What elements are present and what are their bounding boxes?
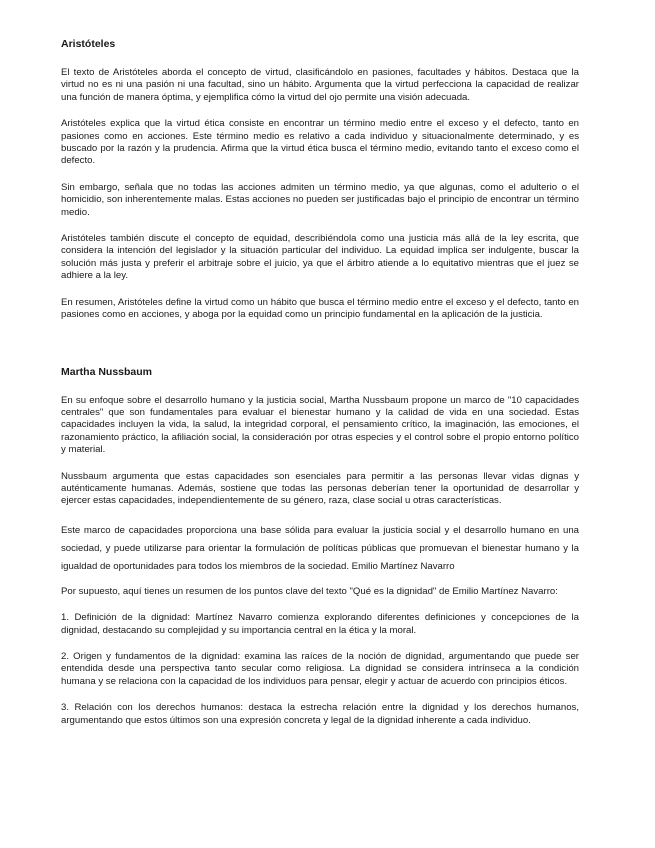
paragraph: Aristóteles explica que la virtud ética consiste en encontrar un término medio entre el exceso y el defecto, tanto en pasiones como en acciones. Este término medio es relativo a cada individuo y situacionalmente determinado, y es buscado por la razón y la prudencia. Afirma que la virtud ética busca el término medio, evitando tanto el exceso como el defecto. [61, 118, 579, 167]
paragraph: El texto de Aristóteles aborda el concepto de virtud, clasificándolo en pasiones, facultades y hábitos. Destaca que la virtud no es ni una pasión ni una facultad, sino un hábito. Argumenta que la virtud perfecciona la capacidad de realizar una función de manera óptima, y ejemplifica cómo la virtud del ojo permite una visión adecuada. [61, 67, 579, 103]
paragraph: Por supuesto, aquí tienes un resumen de los puntos clave del texto "Qué es la dignidad" de Emilio Martínez Navarro: [61, 585, 558, 597]
paragraph: En resumen, Aristóteles define la virtud como un hábito que busca el término medio entre el exceso y el defecto, tanto en pasiones como en acciones, y aboga por la equidad como un principio fundamental en la aplicación de la justicia. [61, 296, 579, 321]
paragraph: Aristóteles también discute el concepto de equidad, describiéndola como una justicia más allá de la ley escrita, que considera la intención del legislador y la situación particular del individuo. La equidad implica ser indulgente, buscar la solución más justa y preferir el arbitraje sobre el juicio, ya que el árbitro atiende a lo equitativo mientras que el juez se adhiere a la ley. [61, 233, 579, 282]
paragraph: Este marco de capacidades proporciona una base sólida para evaluar la justicia social y el desarrollo humano en una sociedad, y puede utilizarse para orientar la formulación de políticas públicas que promuevan el bienestar humano y la igualdad de oportunidades para todos los miembros de la sociedad. Emilio Martínez Navarro [61, 524, 579, 572]
list-item-1: 1. Definición de la dignidad: Martínez Navarro comienza explorando diferentes definiciones y concepciones de la dignidad, destacando su complejidad y su importancia central en la ética y la moral. [61, 612, 579, 636]
section-title-nussbaum: Martha Nussbaum [61, 365, 153, 378]
section-title-aristoteles: Aristóteles [61, 38, 116, 50]
list-item-3: 3. Relación con los derechos humanos: destaca la estrecha relación entre la dignidad y los derechos humanos, argumentando que estos últimos son una expresión concreta y legal de la dignidad inherente a cada individuo. [61, 702, 579, 726]
list-item-2: 2. Origen y fundamentos de la dignidad: examina las raíces de la noción de dignidad, argumentando que puede ser entendida desde una perspectiva tanto secular como religiosa. La dignidad se considera intrínseca a la condición humana y se relaciona con la capacidad de los individuos para pensar, elegir y actuar de acuerdo con principios éticos. [61, 650, 579, 687]
paragraph: Nussbaum argumenta que estas capacidades son esenciales para permitir a las personas llevar vidas dignas y auténticamente humanas. Además, sostiene que todas las personas deberían tener la oportunidad de desarrollar y ejercer estas capacidades, independientemente de su género, raza, clase social u otras características. [61, 470, 579, 507]
paragraph: Sin embargo, señala que no todas las acciones admiten un término medio, ya que algunas, como el adulterio o el homicidio, son inherentemente malas. Estas acciones no pueden ser justificadas bajo el principio de encontrar un término medio. [61, 181, 579, 218]
paragraph: En su enfoque sobre el desarrollo humano y la justicia social, Martha Nussbaum propone un marco de "10 capacidades centrales" que son fundamentales para evaluar el bienestar humano y la calidad de vida en una sociedad. Estas capacidades incluyen la vida, la salud, la integridad corporal, el pensamiento crítico, la imaginación, las emociones, el razonamiento práctico, la afiliación social, la consideración por otras especies y el control sobre el propio entorno político y material. [61, 394, 579, 456]
